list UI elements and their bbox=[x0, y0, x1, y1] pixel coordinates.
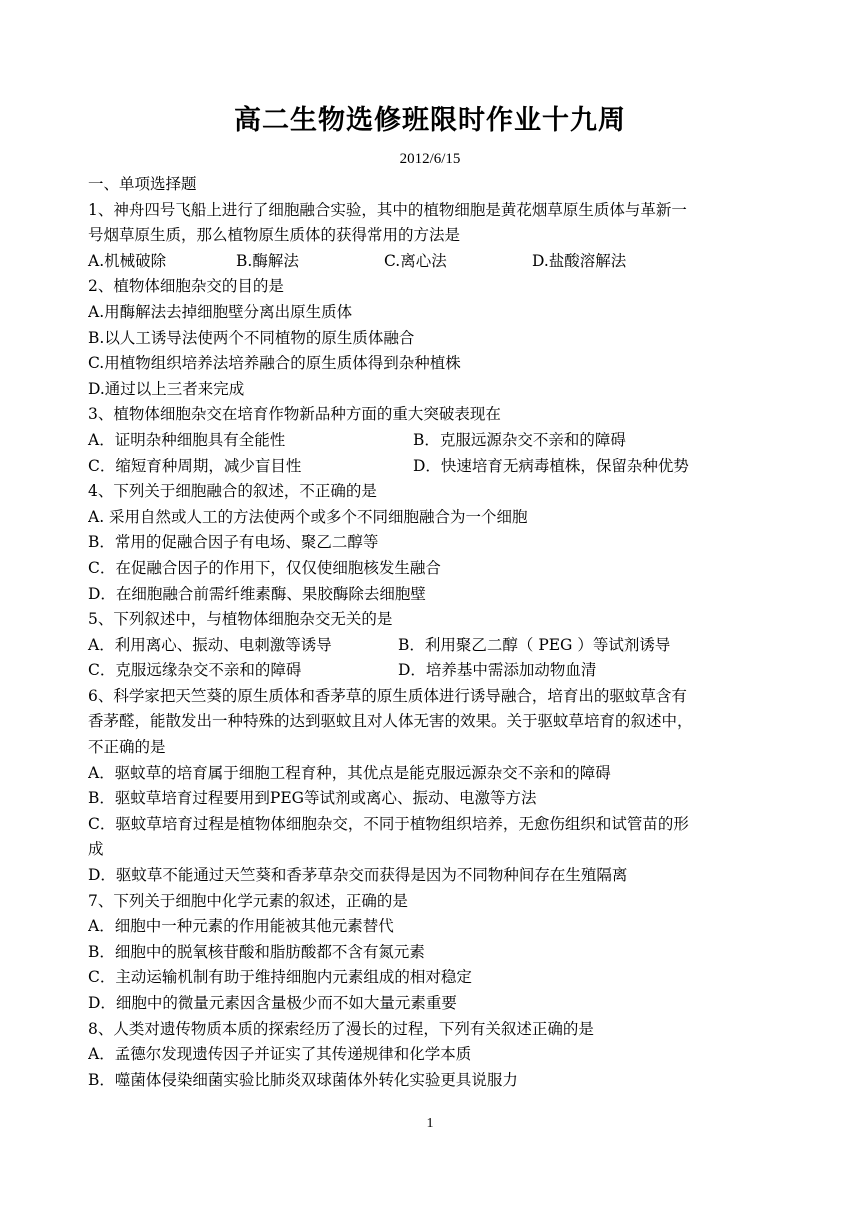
question-7-option-c: C．主动运输机制有助于维持细胞内元素组成的相对稳定 bbox=[88, 968, 472, 987]
question-7-option-a: A．细胞中一种元素的作用能被其他元素替代 bbox=[88, 917, 394, 936]
question-1-option-c: C.离心法 bbox=[384, 251, 447, 270]
question-2-option-b: B.以人工诱导法使两个不同植物的原生质体融合 bbox=[88, 328, 415, 347]
question-1-option-d: D.盐酸溶解法 bbox=[532, 251, 627, 270]
question-6-option-d: D．驱蚊草不能通过天竺葵和香茅草杂交而获得是因为不同物种间存在生殖隔离 bbox=[88, 866, 628, 885]
question-6-option-b: B．驱蚊草培育过程要用到PEG等试剂或离心、振动、电激等方法 bbox=[88, 789, 537, 808]
question-6-option-c-line-2: 成 bbox=[88, 840, 104, 859]
question-7-option-b: B．细胞中的脱氧核苷酸和脂肪酸都不含有氮元素 bbox=[88, 942, 425, 961]
question-6-option-a: A．驱蚊草的培育属于细胞工程育种，其优点是能克服远源杂交不亲和的障碍 bbox=[88, 763, 611, 782]
question-5-stem: 5、下列叙述中，与植物体细胞杂交无关的是 bbox=[88, 610, 393, 629]
question-3-option-a: A．证明杂种细胞具有全能性 bbox=[88, 430, 286, 449]
question-8-option-b: B．噬菌体侵染细菌实验比肺炎双球菌体外转化实验更具说服力 bbox=[88, 1070, 518, 1089]
question-8-stem: 8、人类对遗传物质本质的探索经历了漫长的过程，下列有关叙述正确的是 bbox=[88, 1019, 594, 1038]
question-2-option-c: C.用植物组织培养法培养融合的原生质体得到杂种植株 bbox=[88, 354, 461, 373]
question-3-options-row-2 bbox=[88, 454, 778, 480]
question-8-option-a: A．孟德尔发现遗传因子并证实了其传递规律和化学本质 bbox=[88, 1045, 472, 1064]
question-1-option-b: B.酶解法 bbox=[236, 251, 299, 270]
question-1-stem-line-1: 1、神舟四号飞船上进行了细胞融合实验，其中的植物细胞是黄花烟草原生质体与革新一 bbox=[88, 200, 687, 219]
question-3-options-row-1 bbox=[88, 428, 778, 454]
question-list bbox=[88, 172, 778, 1093]
question-5-option-b: B．利用聚乙二醇（ PEG ）等试剂诱导 bbox=[398, 635, 671, 654]
question-4-option-a: A. 采用自然或人工的方法使两个或多个不同细胞融合为一个细胞 bbox=[88, 507, 528, 526]
question-3-option-b: B．克服远源杂交不亲和的障碍 bbox=[413, 430, 626, 449]
question-7-option-d: D．细胞中的微量元素因含量极少而不如大量元素重要 bbox=[88, 994, 457, 1012]
question-5-options-row-2 bbox=[88, 658, 778, 684]
question-1-options bbox=[88, 249, 778, 275]
question-2-option-a: A.用酶解法去掉细胞壁分离出原生质体 bbox=[88, 302, 353, 321]
document-date: 2012/6/15 bbox=[399, 151, 461, 167]
question-6-stem-line-3: 不正确的是 bbox=[88, 738, 166, 757]
question-2-option-d: D.通过以上三者来完成 bbox=[88, 379, 245, 398]
question-6-stem-line-1: 6、科学家把天竺葵的原生质体和香茅草的原生质体进行诱导融合，培育出的驱蚊草含有 bbox=[88, 686, 687, 705]
question-6-stem-line-2: 香茅醛，能散发出一种特殊的达到驱蚊且对人体无害的效果。关于驱蚊草培育的叙述中， bbox=[88, 712, 693, 731]
page-number: 1 bbox=[426, 1116, 434, 1131]
question-1-stem-line-2: 号烟草原生质，那么植物原生质体的获得常用的方法是 bbox=[88, 226, 461, 245]
question-7-stem: 7、下列关于细胞中化学元素的叙述，正确的是 bbox=[88, 891, 408, 910]
page-title: 高二生物选修班限时作业十九周 bbox=[234, 105, 626, 136]
question-3-stem: 3、植物体细胞杂交在培育作物新品种方面的重大突破表现在 bbox=[88, 405, 501, 424]
question-5-option-a: A．利用离心、振动、电刺激等诱导 bbox=[88, 635, 332, 654]
question-3-option-c: C．缩短育种周期，减少盲目性 bbox=[88, 456, 302, 475]
section-heading: 一、单项选择题 bbox=[88, 175, 197, 193]
question-5-option-c: C．克服远缘杂交不亲和的障碍 bbox=[88, 661, 302, 680]
question-4-option-b: B．常用的促融合因子有电场、聚乙二醇等 bbox=[88, 533, 379, 552]
question-3-option-d: D．快速培育无病毒植株，保留杂种优势 bbox=[413, 456, 689, 475]
question-6-option-c-line-1: C．驱蚊草培育过程是植物体细胞杂交，不同于植物组织培养，无愈伤组织和试管苗的形 bbox=[88, 814, 689, 833]
question-4-option-d: D．在细胞融合前需纤维素酶、果胶酶除去细胞壁 bbox=[88, 584, 426, 603]
question-4-stem: 4、下列关于细胞融合的叙述，不正确的是 bbox=[88, 482, 377, 501]
question-4-option-c: C．在促融合因子的作用下，仅仅使细胞核发生融合 bbox=[88, 558, 441, 577]
question-2-stem: 2、植物体细胞杂交的目的是 bbox=[88, 277, 284, 296]
question-1-option-a: A.机械破除 bbox=[88, 251, 167, 270]
question-5-option-d: D．培养基中需添加动物血清 bbox=[398, 661, 597, 680]
question-5-options-row-1 bbox=[88, 633, 778, 659]
